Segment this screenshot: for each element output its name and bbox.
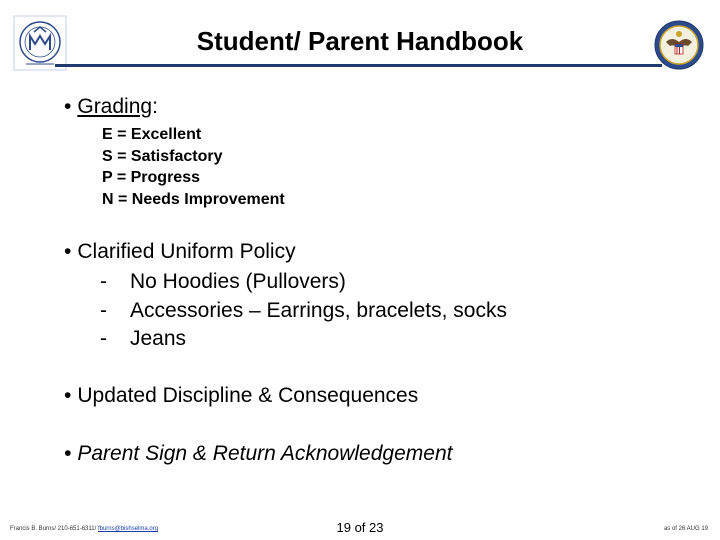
grading-list xyxy=(102,124,285,211)
page-title: Student/ Parent Handbook xyxy=(196,26,524,56)
grading-heading-suffix: : xyxy=(152,95,158,118)
uniform-item: - No Hoodies (Pullovers) xyxy=(100,270,346,293)
footer-contact-text: Francis B. Burns/ 210-651-6311/ xyxy=(10,526,98,532)
grading-item: E = Excellent xyxy=(102,126,202,143)
discipline-heading-text: Updated Discipline & Consequences xyxy=(77,384,419,407)
grading-item: S = Satisfactory xyxy=(102,147,223,165)
footer-email-link[interactable]: fburns@bishselma.org xyxy=(97,526,159,532)
footer-date: as of 26 AUG 19 xyxy=(663,526,708,532)
uniform-item: - Jeans xyxy=(100,327,187,350)
uniform-item-text: Accessories – Earrings, bracelets, socks xyxy=(130,298,507,322)
grading-item: P = Progress xyxy=(102,169,200,187)
uniform-heading xyxy=(64,240,296,264)
acknowledgement-heading-text: Parent Sign & Return Acknowledgement xyxy=(77,442,453,465)
uniform-item-text: No Hoodies (Pullovers) xyxy=(130,270,346,293)
uniform-list xyxy=(100,268,507,354)
grading-heading xyxy=(64,95,158,119)
page-number: 19 of 23 xyxy=(336,520,384,535)
grading-heading-text: Grading xyxy=(77,95,153,118)
acknowledgement-heading xyxy=(64,442,452,466)
discipline-heading xyxy=(64,384,418,408)
bullet-dot: • xyxy=(64,240,72,263)
bullet-dot: • xyxy=(64,442,72,465)
bullet-dot: • xyxy=(64,95,72,118)
uniform-item-text: Jeans xyxy=(130,327,187,350)
title-divider xyxy=(55,64,662,67)
uniform-heading-text: Clarified Uniform Policy xyxy=(77,240,296,263)
uniform-item: - Accessories – Earrings, bracelets, socks xyxy=(100,298,507,322)
grading-item: N = Needs Improvement xyxy=(102,191,285,209)
bullet-dot: • xyxy=(64,384,72,407)
